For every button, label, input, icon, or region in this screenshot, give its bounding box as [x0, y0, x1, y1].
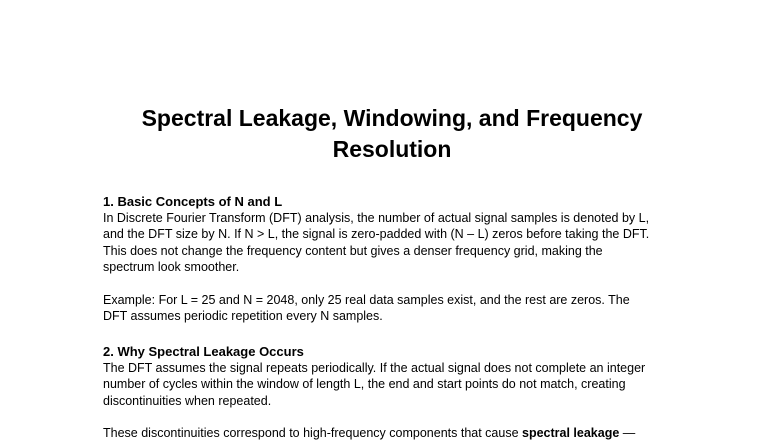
section-2-paragraph-2	[103, 425, 693, 441]
text-line: In Discrete Fourier Transform (DFT) analysis, the number of actual signal samples is denoted by L,	[103, 211, 650, 225]
section-1	[103, 194, 693, 324]
section-1-paragraph-2	[103, 292, 693, 325]
text-line: discontinuities when repeated.	[103, 393, 272, 408]
section-2	[103, 344, 693, 442]
title-line-2: Resolution	[332, 136, 452, 162]
text-line: Example: For L = 25 and N = 2048, only 25 real data samples exist, and the rest are zeros. The	[103, 292, 630, 307]
text-line: This does not change the frequency content but gives a denser frequency grid, making the	[103, 243, 603, 258]
title-line-1: Spectral Leakage, Windowing, and Frequency	[141, 105, 643, 131]
section-2-paragraph-1	[103, 360, 693, 409]
text-line: and the DFT size by N. If N > L, the signal is zero-padded with (N – L) zeros before taking the DFT.	[103, 227, 650, 242]
text-run: These discontinuities correspond to high-frequency components that cause	[103, 426, 522, 441]
section-1-paragraph-1	[103, 210, 693, 276]
text-run: —	[619, 426, 636, 441]
text-line: spectrum look smoother.	[103, 260, 240, 275]
section-2-heading: 2. Why Spectral Leakage Occurs	[103, 344, 304, 359]
text-line: The DFT assumes the signal repeats periodically. If the actual signal does not complete an integer	[103, 361, 646, 375]
section-1-heading: 1. Basic Concepts of N and L	[103, 194, 283, 209]
bold-term: spectral leakage	[522, 426, 620, 441]
page-title	[100, 103, 684, 165]
text-line: DFT assumes periodic repetition every N samples.	[103, 309, 383, 324]
text-line: number of cycles within the window of length L, the end and start points do not match, creating	[103, 377, 626, 392]
